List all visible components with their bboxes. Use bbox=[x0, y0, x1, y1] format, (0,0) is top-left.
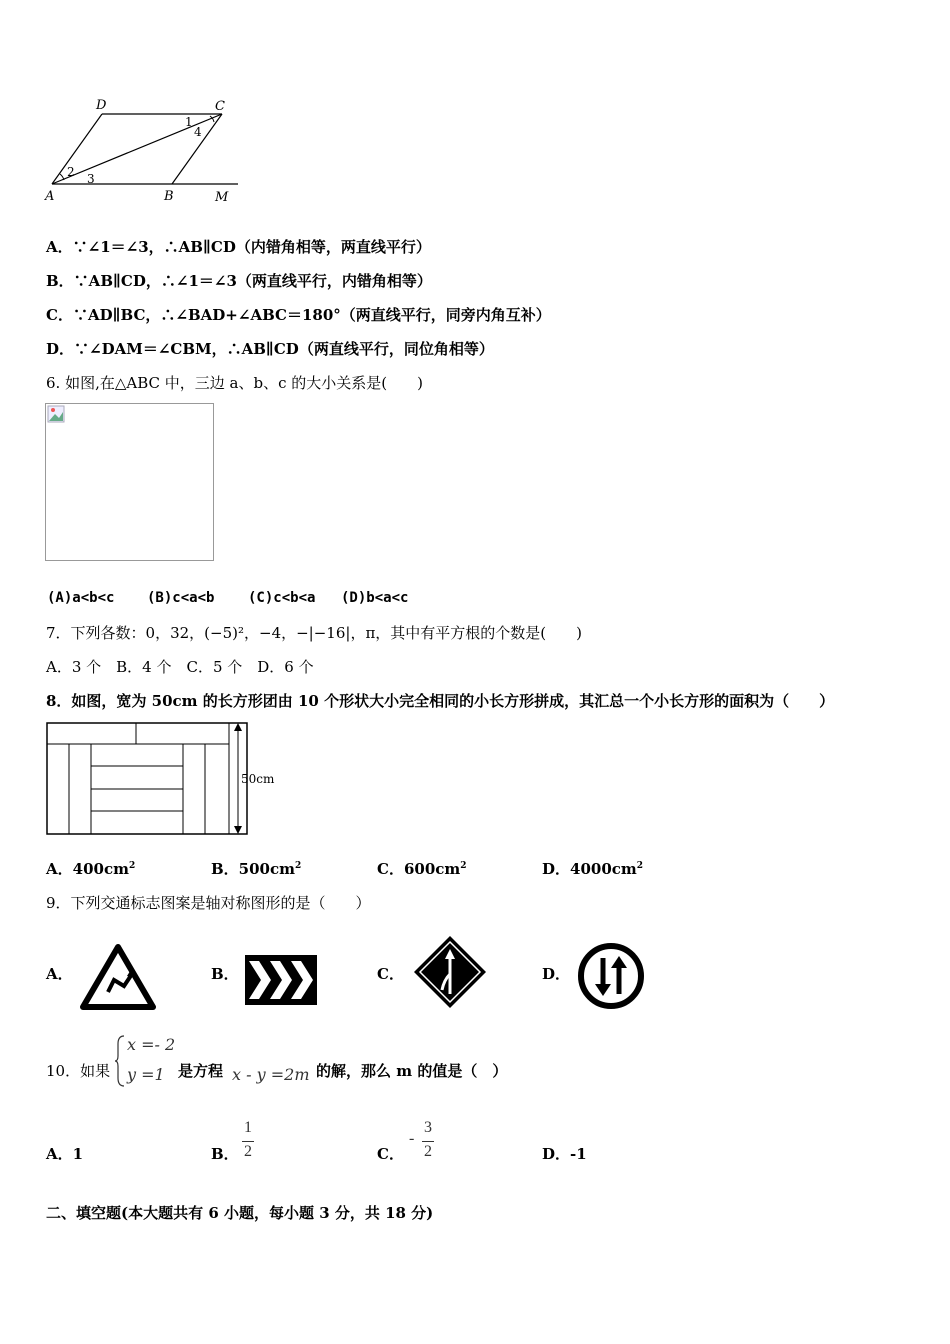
q10-option-c-numerator: 3 bbox=[424, 1119, 432, 1136]
broken-image-icon bbox=[47, 405, 65, 423]
q10-mid-text: 是方程 bbox=[178, 1062, 224, 1080]
q5-option-b: B．∵AB∥CD，∴∠1＝∠3（两直线平行，内错角相等） bbox=[46, 272, 432, 290]
q8-option-d-sup: 2 bbox=[636, 861, 644, 871]
q5-option-a: A．∵∠1＝∠3，∴AB∥CD（内错角相等，两直线平行） bbox=[46, 238, 431, 256]
q8-option-a-label: A．400cm bbox=[46, 860, 129, 878]
q10-option-b-fraction-bar bbox=[242, 1141, 254, 1142]
q10-prefix: 10．如果 bbox=[46, 1062, 111, 1080]
label-A: A bbox=[45, 189, 55, 204]
q8-question: 8．如图，宽为 50cm 的长方形团由 10 个形状大小完全相同的小长方形拼成，其汇总一个小长方形的面积为（ ） bbox=[46, 692, 835, 710]
q8-option-b-sup: 2 bbox=[295, 861, 302, 871]
q8-option-c-label: C．600cm bbox=[377, 860, 461, 878]
q10-option-c-fraction-bar bbox=[422, 1141, 434, 1142]
section-2-heading: 二、填空题(本大题共有 6 小题，每小题 3 分，共 18 分) bbox=[46, 1204, 434, 1222]
label-M: M bbox=[215, 190, 229, 205]
angle-1-label: 1 bbox=[185, 115, 193, 129]
q10-option-b-denominator: 2 bbox=[244, 1143, 252, 1160]
q10-system-brace bbox=[114, 1034, 126, 1088]
chevron-direction-sign-icon bbox=[245, 955, 317, 1005]
merge-diamond-sign-icon bbox=[412, 934, 488, 1010]
q8-dimension-label: 50cm bbox=[241, 772, 275, 786]
q9-option-c-label: C． bbox=[377, 965, 404, 983]
q10-system-x: x =- 2 bbox=[127, 1035, 176, 1054]
q8-option-c-sup: 2 bbox=[460, 861, 467, 871]
two-way-traffic-sign-icon bbox=[577, 942, 645, 1010]
angle-3-label: 3 bbox=[87, 172, 95, 186]
q6-option-d: (D)b<a<c bbox=[341, 590, 409, 606]
q5-option-d: D．∵∠DAM＝∠CBM，∴AB∥CD（两直线平行，同位角相等） bbox=[46, 340, 494, 358]
q10-option-c-sign: - bbox=[409, 1130, 415, 1147]
label-B: B bbox=[164, 189, 174, 204]
q6-option-c: (C)c<b<a bbox=[248, 590, 316, 606]
q8-rectangle-figure bbox=[45, 720, 285, 838]
q10-equation: x - y =2m bbox=[232, 1065, 310, 1084]
label-D: D bbox=[96, 98, 107, 113]
q9-option-d-label: D． bbox=[542, 965, 571, 983]
q9-option-a-label: A． bbox=[46, 965, 73, 983]
q10-option-c-denominator: 2 bbox=[424, 1143, 432, 1160]
q10-option-b-numerator: 1 bbox=[244, 1119, 252, 1136]
label-C: C bbox=[215, 99, 225, 114]
q10-option-c: C． bbox=[377, 1145, 404, 1163]
q6-broken-image bbox=[45, 403, 214, 561]
q10-suffix: 的解，那么 m 的值是（ ） bbox=[316, 1062, 508, 1080]
q8-option-a-sup: 2 bbox=[128, 861, 136, 871]
q9-question: 9．下列交通标志图案是轴对称图形的是（ ） bbox=[46, 894, 371, 912]
q10-option-a: A．1 bbox=[46, 1145, 84, 1163]
q10-option-b: B． bbox=[211, 1145, 239, 1163]
angle-4-label: 4 bbox=[194, 125, 202, 139]
q8-option-c bbox=[377, 858, 467, 879]
q8-option-b-label: B．500cm bbox=[211, 860, 295, 878]
q6-option-a: (A)a<b<c bbox=[47, 590, 115, 606]
q9-option-b-label: B． bbox=[211, 965, 239, 983]
q8-option-d bbox=[542, 858, 643, 879]
q10-option-d: D．-1 bbox=[542, 1145, 587, 1163]
q6-question: 6. 如图,在△ABC 中，三边 a、b、c 的大小关系是( ) bbox=[46, 374, 423, 392]
q7-question: 7．下列各数：0，32，(−5)²，−4，−|−16|，π，其中有平方根的个数是( ) bbox=[46, 624, 583, 642]
q8-option-d-label: D．4000cm bbox=[542, 860, 637, 878]
q6-option-b: (B)c<a<b bbox=[147, 590, 215, 606]
q5-option-c: C．∵AD∥BC，∴∠BAD+∠ABC＝180°（两直线平行，同旁内角互补） bbox=[46, 306, 551, 324]
q8-option-a bbox=[46, 858, 135, 879]
q7-options: A．3 个 B．4 个 C．5 个 D．6 个 bbox=[46, 658, 314, 676]
q5-parallelogram-figure bbox=[42, 96, 242, 208]
q10-system-y: y =1 bbox=[127, 1065, 165, 1084]
q8-option-b bbox=[211, 858, 301, 879]
angle-2-label: 2 bbox=[67, 165, 75, 179]
zigzag-warning-sign-icon bbox=[80, 944, 156, 1010]
